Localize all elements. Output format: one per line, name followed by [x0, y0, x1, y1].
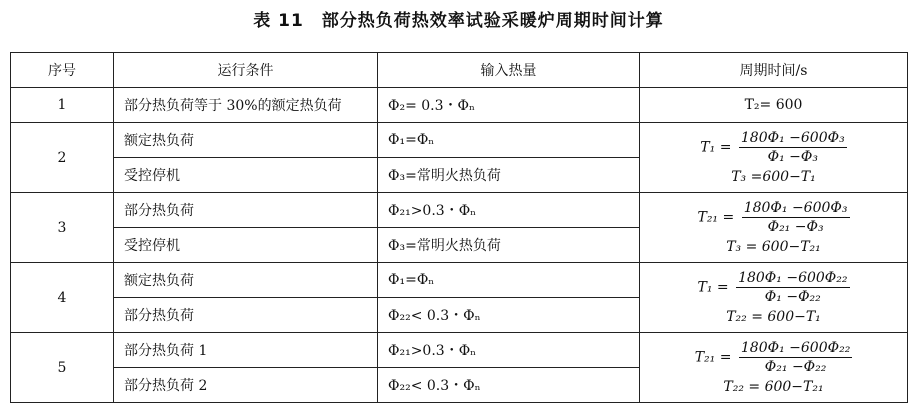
operating-condition: 额定热负荷 [114, 263, 378, 298]
operating-condition: 部分热负荷 1 [114, 333, 378, 368]
formula-fraction [739, 339, 852, 376]
operating-condition: 部分热负荷 [114, 193, 378, 228]
formula-numerator: 180Φ₁ −600Φ₃ [740, 130, 845, 146]
row-number: 4 [11, 263, 114, 333]
formula-second-line: T₃ =600−T₁ [731, 169, 816, 185]
formula-denominator: Φ₁ −Φ₃ [767, 149, 818, 165]
operating-condition: 受控停机 [114, 158, 378, 193]
row-number: 2 [11, 123, 114, 193]
table-row [11, 193, 908, 228]
formula-fraction [742, 199, 850, 236]
row-number: 3 [11, 193, 114, 263]
operating-condition: 受控停机 [114, 228, 378, 263]
formula-second-line: T₂₂ = 600−T₂₁ [723, 379, 824, 395]
operating-condition: 额定热负荷 [114, 123, 378, 158]
input-heat: Φ₃=常明火热负荷 [378, 158, 640, 193]
formula-denominator: Φ₁ −Φ₂₂ [764, 289, 821, 305]
input-heat: Φ₂₂< 0.3・Φₙ [378, 298, 640, 333]
operating-condition: 部分热负荷 [114, 298, 378, 333]
row-number: 5 [11, 333, 114, 403]
table-row [11, 263, 908, 298]
header-period-time: 周期时间/s [640, 53, 908, 88]
formula-fraction [739, 129, 847, 166]
table-row [11, 333, 908, 368]
formula-fraction [736, 269, 849, 306]
table-row [11, 88, 908, 123]
formula-second-line: T₃ = 600−T₂₁ [726, 239, 821, 255]
formula-numerator: 180Φ₁ −600Φ₂₂ [740, 340, 851, 356]
formula-lhs: T₁ = [697, 279, 729, 296]
formula-numerator: 180Φ₁ −600Φ₂₂ [738, 270, 848, 286]
header-input-heat: 输入热量 [378, 53, 640, 88]
period-time-formula [640, 193, 908, 263]
input-heat: Φ₂₂< 0.3・Φₙ [378, 368, 640, 403]
formula-denominator: Φ₂₁ −Φ₃ [767, 219, 824, 235]
period-time: T₂= 600 [640, 88, 908, 123]
period-calculation-table [10, 52, 908, 403]
operating-condition: 部分热负荷 2 [114, 368, 378, 403]
period-time-formula [640, 263, 908, 333]
formula-denominator: Φ₂₁ −Φ₂₂ [764, 359, 827, 375]
header-no: 序号 [11, 53, 114, 88]
period-time-formula [640, 123, 908, 193]
header-condition: 运行条件 [114, 53, 378, 88]
input-heat: Φ₂₁>0.3・Φₙ [378, 193, 640, 228]
input-heat: Φ₁=Φₙ [378, 123, 640, 158]
formula-lhs: T₁ = [700, 139, 732, 156]
formula-numerator: 180Φ₁ −600Φ₃ [743, 200, 848, 216]
table-row [11, 123, 908, 158]
period-time-formula [640, 333, 908, 403]
formula-lhs: T₂₁ = [694, 349, 732, 366]
input-heat: Φ₁=Φₙ [378, 263, 640, 298]
row-number: 1 [11, 88, 114, 123]
input-heat: Φ₂= 0.3・Φₙ [378, 88, 640, 123]
input-heat: Φ₃=常明火热负荷 [378, 228, 640, 263]
formula-lhs: T₂₁ = [697, 209, 735, 226]
formula-second-line: T₂₂ = 600−T₁ [726, 309, 821, 325]
input-heat: Φ₂₁>0.3・Φₙ [378, 333, 640, 368]
table-title: 表 11 部分热负荷热效率试验采暖炉周期时间计算 [253, 11, 664, 31]
table-header-row [11, 53, 908, 88]
operating-condition: 部分热负荷等于 30%的额定热负荷 [114, 88, 378, 123]
